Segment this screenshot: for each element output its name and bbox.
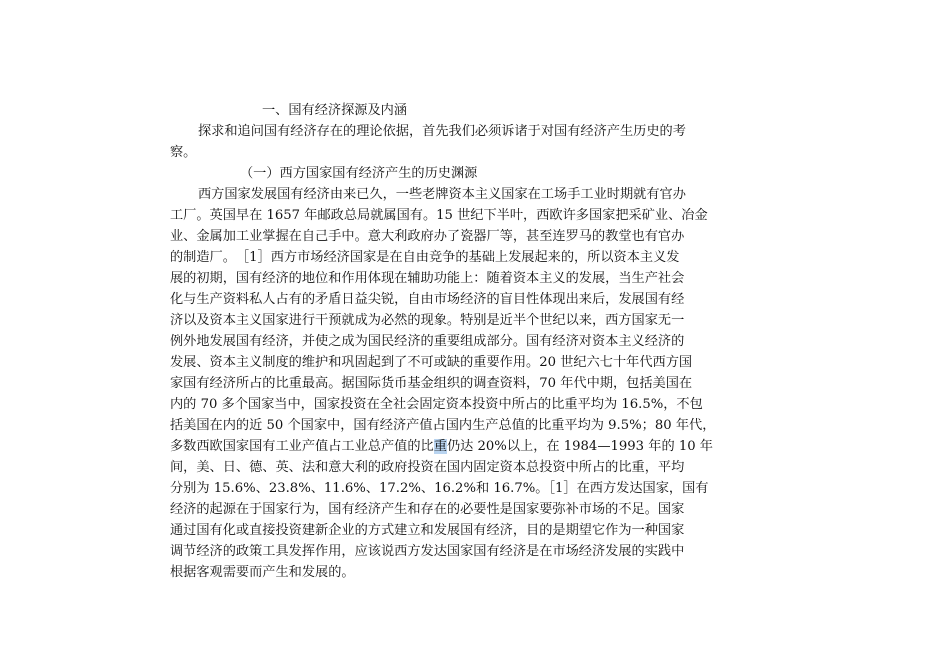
paragraph-line: 西方国家发展国有经济由来已久，一些老牌资本主义国家在工场手工业时期就有官办: [198, 187, 686, 202]
paragraph-line: 济以及资本主义国家进行干预就成为必然的现象。特别是近半个世纪以来，西方国家无一: [170, 313, 685, 328]
paragraph-line: 调节经济的政策工具发挥作用，应该说西方发达国家国有经济是在市场经济发展的实践中: [170, 544, 685, 559]
paragraph-line-with-selection[interactable]: [170, 436, 788, 457]
document-page: [170, 100, 788, 583]
paragraph-line: 内的 70 多个国家当中，国家投资在全社会固定资本投资中所占的比重平均为 16.5%，不包: [170, 397, 703, 412]
text-before-selection: 多数西欧国家国有工业产值占工业总产值的比: [170, 439, 434, 454]
paragraph-line: 的制造厂。 ［1］西方市场经济国家是在自由竞争的基础上发展起来的，所以资本主义发: [170, 250, 680, 265]
paragraph-line: 分别为 15.6%、23.8%、11.6%、17.2%、16.2%和 16.7%。［1］在西方发达国家，国有: [170, 481, 709, 496]
paragraph-line: 括美国在内的近 50 个国家中，国有经济产值占国内生产总值的比重平均为 9.5%；80 年代，: [170, 418, 716, 433]
section-heading: 一、国有经济探源及内涵: [262, 103, 408, 118]
intro-line: 察。: [170, 145, 197, 160]
paragraph-line: 家国有经济所占的比重最高。据国际货币基金组织的调查资料，70 年代中期，包括美国在: [170, 376, 693, 391]
paragraph-line: 展的初期，国有经济的地位和作用体现在辅助功能上：随着资本主义的发展，当生产社会: [170, 271, 685, 286]
paragraph-line: 业、金属加工业掌握在自己手中。意大利政府办了瓷器厂等，甚至连罗马的教堂也有官办: [170, 229, 685, 244]
selected-text[interactable]: 重: [433, 439, 447, 454]
paragraph-line: 间，美、日、德、英、法和意大利的政府投资在国内固定资本总投资中所占的比重，平均: [170, 460, 685, 475]
subsection-heading: （一）西方国家国有经济产生的历史渊源: [240, 166, 478, 181]
paragraph-line: 根据客观需要而产生和发展的。: [170, 565, 355, 580]
paragraph-line: 化与生产资料私人占有的矛盾日益尖锐，自由市场经济的盲目性体现出来后，发展国有经: [170, 292, 685, 307]
text-after-selection: 仍达 20%以上，在 1984—1993 年的 10 年: [446, 439, 713, 454]
paragraph-line: 通过国有化或直接投资建新企业的方式建立和发展国有经济，目的是期望它作为一种国家: [170, 523, 685, 538]
paragraph-line: 例外地发展国有经济，并使之成为国民经济的重要组成部分。国有经济对资本主义经济的: [170, 334, 685, 349]
paragraph-line: 工厂。英国早在 1657 年邮政总局就属国有。15 世纪下半叶，西欧许多国家把采矿业、冶金: [170, 208, 708, 223]
intro-line: 探求和追问国有经济存在的理论依据，首先我们必须诉诸于对国有经济产生历史的考: [198, 124, 686, 139]
paragraph-line: 发展、资本主义制度的维护和巩固起到了不可或缺的重要作用。20 世纪六七十年代西方国: [170, 355, 693, 370]
paragraph-line: 经济的起源在于国家行为，国有经济产生和存在的必要性是国家要弥补市场的不足。国家: [170, 502, 685, 517]
